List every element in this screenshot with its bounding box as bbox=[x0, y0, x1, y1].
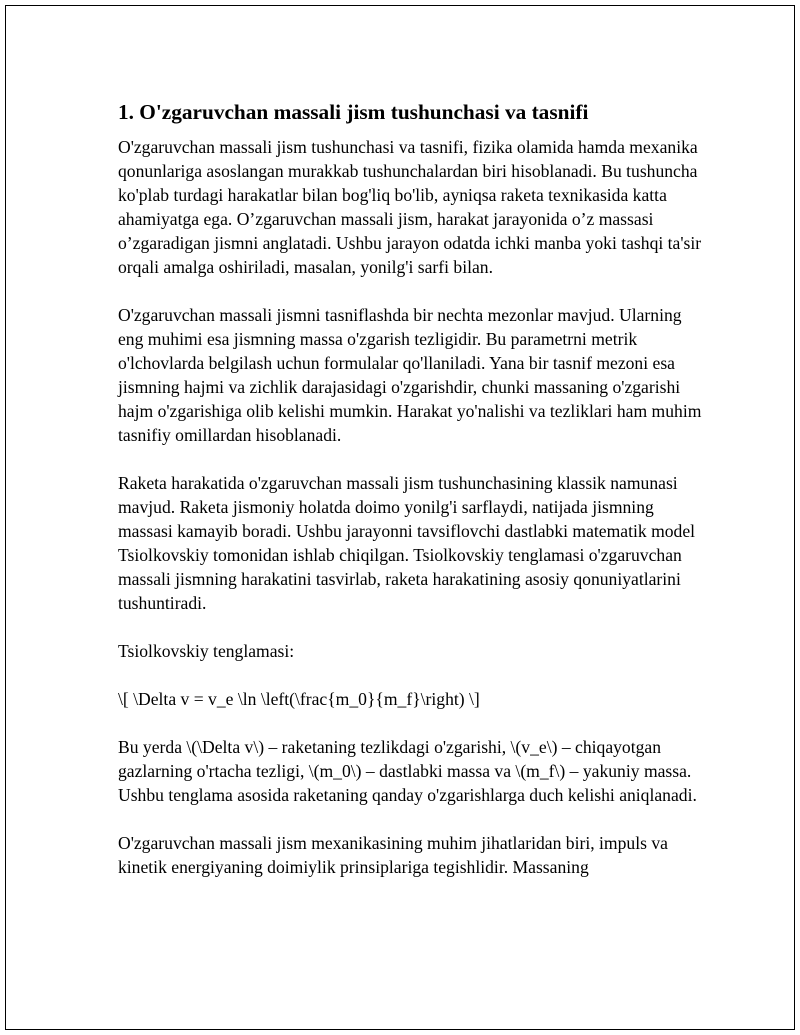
paragraph-intro: O'zgaruvchan massali jism tushunchasi va tasnifi, fizika olamida hamda mexanika qonunlariga asoslangan murakkab tushunchalardan biri hisoblanadi. Bu tushuncha ko'plab turdagi harakatlar bilan bog'liq bo'lib, ayniqsa raketa texnikasida katta ahamiyatga ega. O’zgaruvchan massali jism, harakat jarayonida o’z massasi o’zgaradigan jismni anglatadi. Ushbu jarayon odatda ichki manba yoki tashqi ta'sir orqali amalga oshiriladi, masalan, yonilg'i sarfi bilan. bbox=[118, 137, 702, 277]
paragraph-mechanics: O'zgaruvchan massali jism mexanikasining muhim jihatlaridan biri, impuls va kinetik energiyaning doimiylik prinsiplariga tegishlidir. Massaning bbox=[118, 833, 668, 877]
document-body bbox=[118, 98, 703, 903]
document-page bbox=[5, 5, 795, 1030]
paragraph-classification: O'zgaruvchan massali jismni tasniflashda bir nechta mezonlar mavjud. Ularning eng muhimi esa jismning massa o'zgarish tezligidir. Bu parametrni metrik o'lchovlarda belgilash uchun formulalar qo'llaniladi. Yana bir tasnif mezoni esa jismning hajmi va zichlik darajasidagi o'zgarishdir, chunki massaning o'zgarishi hajm o'zgarishiga olib kelishi mumkin. Harakat yo'nalishi va tezliklari ham muhim tasnifiy omillardan hisoblanadi. bbox=[118, 305, 702, 445]
equation-label: Tsiolkovskiy tenglamasi: bbox=[118, 641, 295, 661]
paragraph-equation-explanation: Bu yerda \(\Delta v\) – raketaning tezlikdagi o'zgarishi, \(v_e\) – chiqayotgan gazlarning o'rtacha tezligi, \(m_0\) – dastlabki massa va \(m_f\) – yakuniy massa. Ushbu tenglama asosida raketaning qanday o'zgarishlarga duch kelishi aniqlanadi. bbox=[118, 737, 697, 805]
section-heading: 1. O'zgaruvchan massali jism tushunchasi va tasnifi bbox=[118, 100, 589, 124]
equation-latex: \[ \Delta v = v_e \ln \left(\frac{m_0}{m_f}\right) \] bbox=[118, 689, 480, 709]
paragraph-rocket: Raketa harakatida o'zgaruvchan massali jism tushunchasining klassik namunasi mavjud. Raketa jismoniy holatda doimo yonilg'i sarflaydi, natijada jismning massasi kamayib boradi. Ushbu jarayonni tavsiflovchi dastlabki matematik model Tsiolkovskiy tomonidan ishlab chiqilgan. Tsiolkovskiy tenglamasi o'zgaruvchan massali jismning harakatini tasvirlab, raketa harakatining asosiy qonuniyatlarini tushuntiradi. bbox=[118, 473, 696, 613]
